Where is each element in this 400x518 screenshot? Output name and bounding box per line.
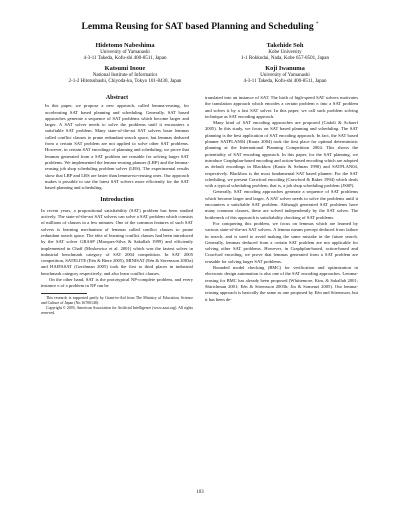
body-paragraph: Generally, SAT encoding approaches generate a sequence of SAT problems which become larger and larger. A SAT solver needs to solve the problems until it encounters a satisfiable SAT problem. Although generated SAT problems have many common clauses, these are solved independently by the SAT solver. The bottleneck of this approach is satisfiability checking of SAT problems.: [205, 189, 358, 220]
author-address: 1-1 Rokkodai, Nada, Kobe 657-8501, Japan: [240, 56, 330, 62]
page-number: 103: [196, 490, 204, 495]
copyright-note: Copyright © 2005, American Association for Artificial Intelligence (www.aaai.org). All rights reserved.: [41, 305, 193, 315]
author-address: 4-3-11 Takeda, Kofu-shi 400-8511, Japan: [243, 79, 327, 85]
author-address: 2-1-2 Hitotsubashi, Chiyoda-ku, Tokyo 101-8430, Japan: [68, 79, 182, 85]
title-text: Lemma Reusing for SAT based Planning and Scheduling: [81, 21, 314, 32]
author-address: 4-3-11 Takeda, Kofu-shi 400-8511, Japan: [83, 56, 167, 62]
author-block: [45, 66, 205, 86]
abstract-heading: Abstract: [105, 95, 129, 101]
author-name: Hidetomo Nabeshima: [95, 42, 155, 49]
footnotes: [41, 296, 193, 316]
author-name: Katsumi Inoue: [104, 65, 146, 72]
footnote: This research is supported partly by Grant-in-Aid from The Ministry of Education, Science and Culture of Japan (No.16700140).: [41, 295, 193, 305]
left-column: [41, 95, 193, 316]
abstract-text: In this paper, we propose a new approach, called lemma-reusing, for accelerating SAT based planning and scheduling. Generally, SAT based approaches generate a sequence of SAT problems which become larger and larger. A SAT solver needs to solve the problems until it encounters a satisfiable SAT problem. Many state-of-the-art SAT solvers learn lemmas called conflict clauses to prune redundant search space, but lemmas deduced from a certain SAT problem are not applied to solve other SAT problems. However, in certain SAT encodings of planning and scheduling, we prove that lemmas generated from a SAT problem are reusable for solving larger SAT problems. We implemented the lemma-reusing planner (LRP) and the lemma-reusing job shop scheduling problem solver (LRS). The experimental results show that LRP and LRS are faster than lemma-no-reusing ones. Our approach makes it possible to use the latest SAT solvers more efficiently for the SAT based planning and scheduling.: [45, 103, 189, 191]
author-name: Koji Iwanuma: [265, 65, 305, 72]
author-block: [210, 43, 360, 63]
right-column: [205, 95, 358, 303]
body-paragraph: For conquering this problem, we focus on lemmas which are learned by various state-of-the-art SAT solvers. A lemma means precept deduced from failure in search, and is used to avoid making the same mistake in the future search. Generally, lemmas deduced from a certain SAT problem are not applicable for solving other SAT problems. However, in Graphplan-based, action-based and Crawford encoding, we prove that lemmas generated from a SAT problem are reusable for solving larger SAT problems.: [205, 220, 358, 264]
author-affiliation: University of Yamanashi: [100, 49, 150, 55]
footnote-rule: [41, 293, 87, 294]
body-paragraph: Many kind of SAT encoding approaches are proposed (Cadoli & Schaerf 2005). In this study, we focus on SAT based planning and scheduling. The SAT planning is the best application of SAT encoding approach. In fact, the SAT based planner SATPLAN04 (Kautz 2004) took the first place for optimal deterministic planning at the International Planning Competition 2004. This shows the potentiality of SAT encoding approach. In this paper, for the SAT planning, we introduce Graphplan-based encoding and action-based encoding which are adopted as default encodings in Blackbox (Kautz & Selman 1998) and SATPLAN04, respectively. Blackbox is the most fundamental SAT based planner. For the SAT scheduling, we present Crawford encoding (Crawford & Baker 1994) which deals with a typical scheduling problem, that is, a job shop scheduling problem (JSSP).: [205, 120, 358, 189]
intro-paragraph: In recent years, a propositional satisfiability (SAT) problem has been studied actively. The state-of-the-art SAT solvers can solve a SAT problem which consists of millions of clauses in a few minutes. One of the common features of such SAT solvers is learning mechanism of lemmas called conflict clauses to prune redundant search space. The idea of learning conflict clauses had been introduced by the SAT solver GRASP (Marques-Silva & Sakallah 1999) and efficiently implemented in Chaff (Moskewicz et al. 2001) which was the fastest solver in industrial benchmark category of SAT 2004 competition. In SAT 2005 competition, SATELITE (Eén & Biere 2005), MINISAT (Eén & Sörensson 2003a) and HAIFASAT (Gershman 2005) took the first to third places in industrial benchmark category respectively, and also learn conflict clauses.: [41, 207, 193, 276]
title-footnote-mark: *: [316, 21, 319, 27]
author-block: [210, 66, 360, 86]
paper-title: [0, 21, 400, 32]
intro-paragraph: On the other hand, SAT is the prototypical NP-complete problem, and every instance π of a problem in NP can be: [41, 277, 193, 289]
author-affiliation: National Institute of Informatics: [92, 72, 158, 78]
author-name: Takehide Soh: [266, 42, 304, 49]
section-heading: Introduction: [100, 196, 134, 204]
author-affiliation: University of Yamanashi: [260, 72, 310, 78]
author-block: [50, 43, 200, 63]
body-paragraph: translated into an instance of SAT. The birth of high-speed SAT solvers motivates the translation approach which encodes a certain problem π into a SAT problem and solves it by a fast SAT solver. In this paper, we call such problem solving technique as SAT encoding approach.: [205, 95, 358, 119]
body-paragraph: Bounded model checking (BMC) for verification and optimization in electronic design automation is also one of the SAT encoding approaches. Lemma-reusing for BMC has already been proposed (Whittemore, Kim, & Sakallah 2001; Shtrichman 2001; Eén & Sörensson 2003b; Jin & Somenzi 2005). Our lemma-reusing approach is basically the same as one proposed by Eén and Sörensson, but it has been de-: [205, 265, 358, 302]
author-affiliation: Kobe University: [268, 49, 302, 55]
